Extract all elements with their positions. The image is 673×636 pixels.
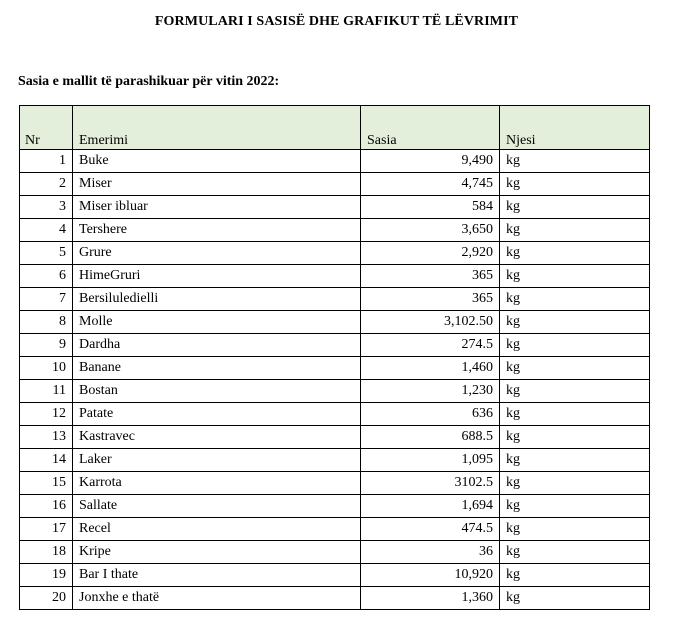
- item-quantity: 4,745: [361, 173, 500, 196]
- item-quantity: 688.5: [361, 426, 500, 449]
- item-quantity: 365: [361, 288, 500, 311]
- table-row: [20, 587, 650, 610]
- item-quantity: 1,360: [361, 587, 500, 610]
- row-number: 5: [20, 242, 73, 265]
- item-unit: kg: [500, 518, 650, 541]
- item-name: Miser ibluar: [73, 196, 361, 219]
- item-name: Kripe: [73, 541, 361, 564]
- table-row: [20, 173, 650, 196]
- table-row: [20, 311, 650, 334]
- item-quantity: 3,102.50: [361, 311, 500, 334]
- item-unit: kg: [500, 587, 650, 610]
- item-unit: kg: [500, 564, 650, 587]
- item-name: Recel: [73, 518, 361, 541]
- row-number: 13: [20, 426, 73, 449]
- item-name: Banane: [73, 357, 361, 380]
- item-unit: kg: [500, 426, 650, 449]
- column-header-emerimi: Emerimi: [73, 106, 361, 150]
- table-row: [20, 265, 650, 288]
- row-number: 17: [20, 518, 73, 541]
- item-name: Kastravec: [73, 426, 361, 449]
- column-header-njesi: Njesi: [500, 106, 650, 150]
- item-name: Tershere: [73, 219, 361, 242]
- table-row: [20, 472, 650, 495]
- item-quantity: 474.5: [361, 518, 500, 541]
- header-row: [20, 106, 650, 150]
- table-row: [20, 380, 650, 403]
- table-row: [20, 334, 650, 357]
- goods-table-body: [20, 150, 650, 610]
- item-quantity: 1,095: [361, 449, 500, 472]
- item-unit: kg: [500, 472, 650, 495]
- item-quantity: 9,490: [361, 150, 500, 173]
- row-number: 12: [20, 403, 73, 426]
- item-unit: kg: [500, 242, 650, 265]
- item-quantity: 636: [361, 403, 500, 426]
- item-quantity: 3102.5: [361, 472, 500, 495]
- item-unit: kg: [500, 196, 650, 219]
- item-unit: kg: [500, 449, 650, 472]
- item-unit: kg: [500, 380, 650, 403]
- item-quantity: 584: [361, 196, 500, 219]
- row-number: 19: [20, 564, 73, 587]
- row-number: 6: [20, 265, 73, 288]
- goods-table: [19, 105, 650, 610]
- row-number: 20: [20, 587, 73, 610]
- item-unit: kg: [500, 288, 650, 311]
- item-name: Bostan: [73, 380, 361, 403]
- table-row: [20, 564, 650, 587]
- row-number: 3: [20, 196, 73, 219]
- document-subtitle: Sasia e mallit të parashikuar për vitin 2022:: [18, 74, 280, 89]
- table-row: [20, 426, 650, 449]
- item-quantity: 10,920: [361, 564, 500, 587]
- column-header-sasia: Sasia: [361, 106, 500, 150]
- item-quantity: 2,920: [361, 242, 500, 265]
- row-number: 7: [20, 288, 73, 311]
- item-unit: kg: [500, 219, 650, 242]
- table-row: [20, 449, 650, 472]
- row-number: 1: [20, 150, 73, 173]
- row-number: 9: [20, 334, 73, 357]
- item-name: Grure: [73, 242, 361, 265]
- item-quantity: 36: [361, 541, 500, 564]
- item-unit: kg: [500, 334, 650, 357]
- row-number: 11: [20, 380, 73, 403]
- item-quantity: 1,460: [361, 357, 500, 380]
- item-unit: kg: [500, 311, 650, 334]
- item-unit: kg: [500, 265, 650, 288]
- item-quantity: 1,694: [361, 495, 500, 518]
- item-unit: kg: [500, 173, 650, 196]
- item-quantity: 274.5: [361, 334, 500, 357]
- row-number: 4: [20, 219, 73, 242]
- row-number: 16: [20, 495, 73, 518]
- item-unit: kg: [500, 150, 650, 173]
- table-row: [20, 242, 650, 265]
- table-row: [20, 150, 650, 173]
- item-name: Laker: [73, 449, 361, 472]
- row-number: 15: [20, 472, 73, 495]
- item-quantity: 365: [361, 265, 500, 288]
- item-unit: kg: [500, 495, 650, 518]
- table-row: [20, 403, 650, 426]
- item-name: Dardha: [73, 334, 361, 357]
- item-name: Miser: [73, 173, 361, 196]
- item-quantity: 1,230: [361, 380, 500, 403]
- item-name: Karrota: [73, 472, 361, 495]
- document-title: FORMULARI I SASISË DHE GRAFIKUT TË LËVRIMIT: [154, 14, 519, 29]
- row-number: 10: [20, 357, 73, 380]
- item-unit: kg: [500, 403, 650, 426]
- table-row: [20, 518, 650, 541]
- table-row: [20, 219, 650, 242]
- item-name: Molle: [73, 311, 361, 334]
- item-name: Bar I thate: [73, 564, 361, 587]
- table-row: [20, 288, 650, 311]
- table-row: [20, 357, 650, 380]
- item-name: Sallate: [73, 495, 361, 518]
- item-name: Buke: [73, 150, 361, 173]
- row-number: 14: [20, 449, 73, 472]
- item-quantity: 3,650: [361, 219, 500, 242]
- item-name: Bersiluledielli: [73, 288, 361, 311]
- item-unit: kg: [500, 541, 650, 564]
- row-number: 2: [20, 173, 73, 196]
- table-row: [20, 541, 650, 564]
- goods-table-header: [20, 106, 650, 150]
- item-name: Patate: [73, 403, 361, 426]
- row-number: 8: [20, 311, 73, 334]
- item-name: HimeGruri: [73, 265, 361, 288]
- item-name: Jonxhe e thatë: [73, 587, 361, 610]
- item-unit: kg: [500, 357, 650, 380]
- table-row: [20, 495, 650, 518]
- row-number: 18: [20, 541, 73, 564]
- column-header-nr: Nr: [20, 106, 73, 150]
- table-row: [20, 196, 650, 219]
